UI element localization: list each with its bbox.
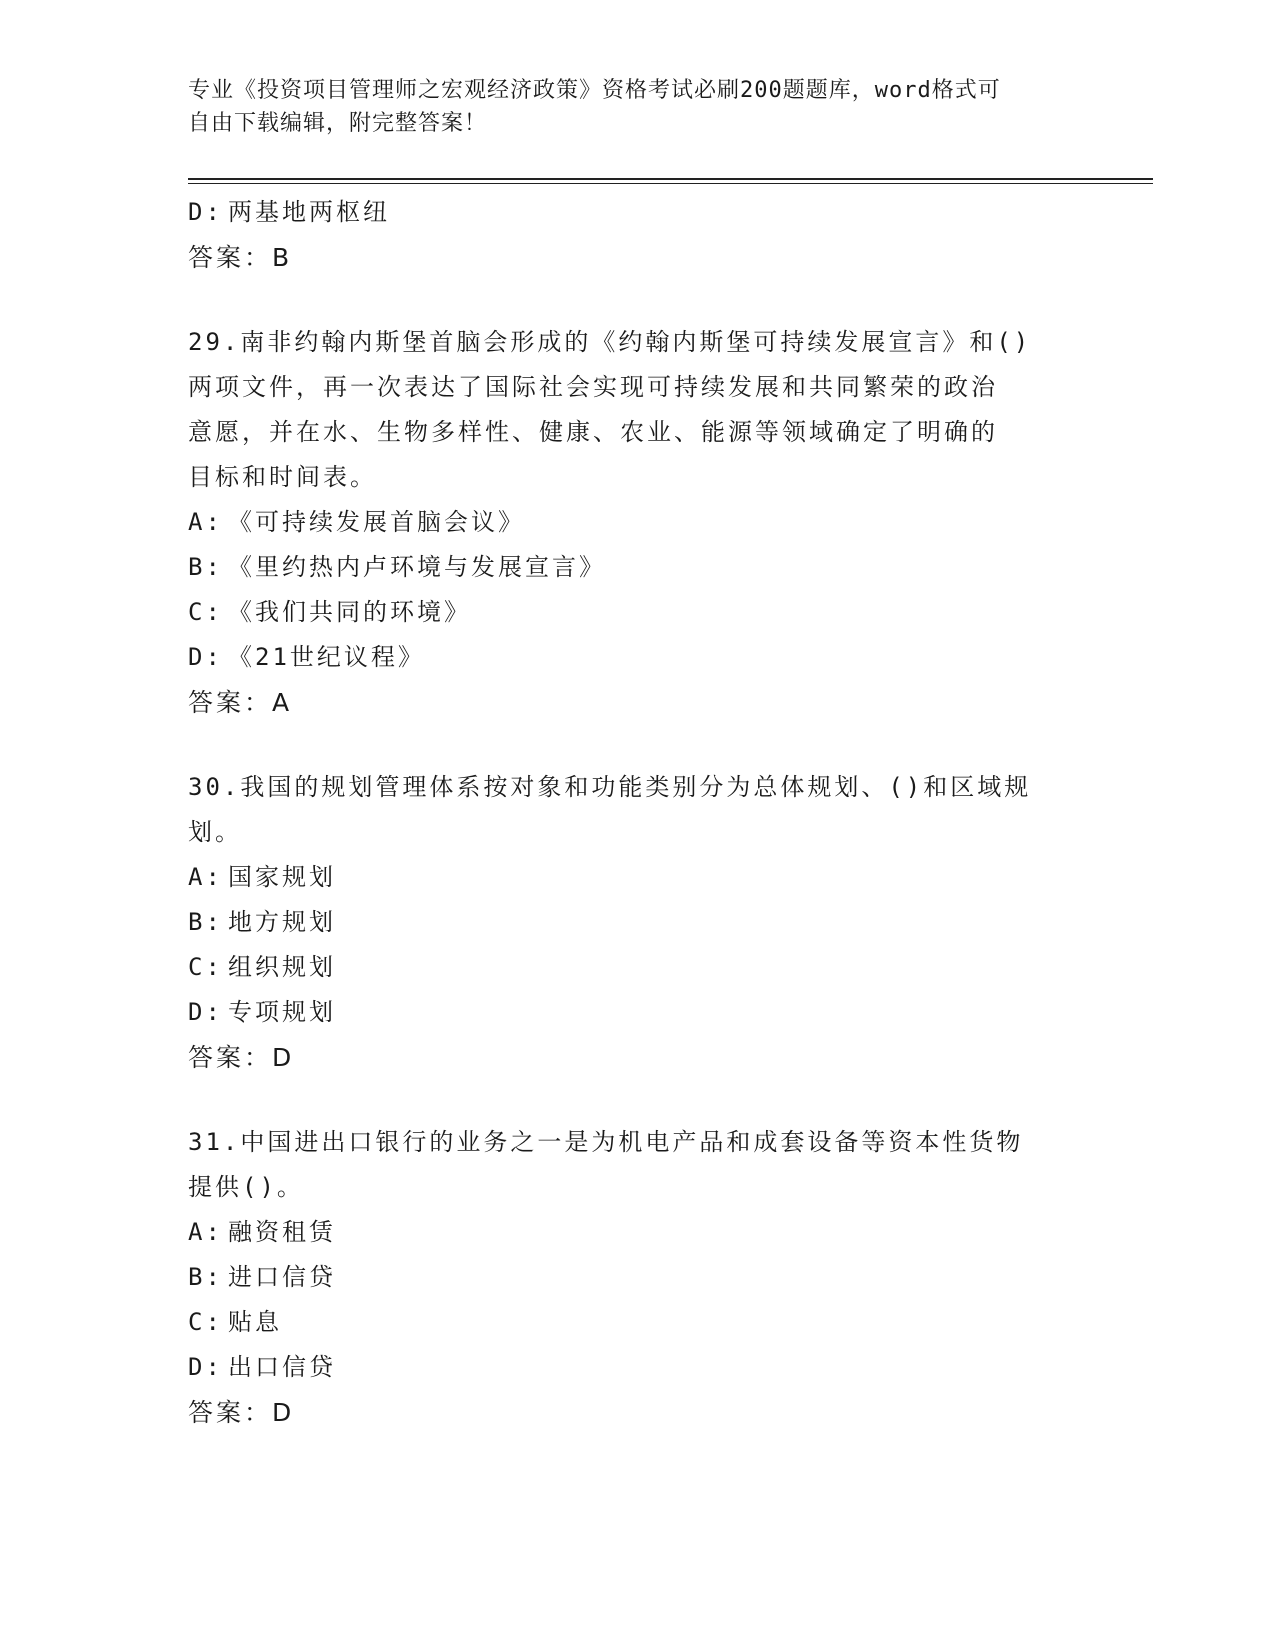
option-key: A: — [188, 863, 223, 891]
question-text-line: 提供()。 — [188, 1173, 304, 1201]
option-text: 地方规划 — [228, 908, 336, 936]
question-29 — [188, 320, 1088, 725]
option-b — [188, 900, 1088, 945]
question-31 — [188, 1120, 1088, 1435]
option-key: D: — [188, 998, 223, 1026]
option-text: 专项规划 — [228, 998, 336, 1026]
answer-line: 答案：D — [188, 1043, 295, 1072]
question-30 — [188, 765, 1088, 1080]
header-line-1: 专业《投资项目管理师之宏观经济政策》资格考试必刷200题题库，word格式可 — [188, 78, 1001, 103]
option-b — [188, 1255, 1088, 1300]
option-key: C: — [188, 953, 223, 981]
header-line-2: 自由下载编辑，附完整答案！ — [188, 111, 488, 136]
option-text: 贴息 — [228, 1308, 282, 1336]
option-text: 《我们共同的环境》 — [228, 598, 471, 626]
option-text: 两基地两枢纽 — [228, 198, 390, 226]
option-c — [188, 945, 1088, 990]
option-text: 融资租赁 — [228, 1218, 336, 1246]
option-key: D: — [188, 198, 223, 226]
option-key: C: — [188, 1308, 223, 1336]
option-a — [188, 500, 1088, 545]
previous-question-tail — [188, 190, 1088, 280]
option-a — [188, 1210, 1088, 1255]
option-c — [188, 1300, 1088, 1345]
option-key: B: — [188, 553, 223, 581]
header-divider-thin — [188, 183, 1153, 184]
option-text: 《21世纪议程》 — [228, 643, 425, 671]
option-d — [188, 1345, 1088, 1390]
option-text: 出口信贷 — [228, 1353, 336, 1381]
question-text-line: 两项文件，再一次表达了国际社会实现可持续发展和共同繁荣的政治 — [188, 373, 998, 401]
option-text: 国家规划 — [228, 863, 336, 891]
document-body — [188, 190, 1088, 1435]
answer-line: 答案：A — [188, 688, 293, 717]
option-key: A: — [188, 1218, 223, 1246]
question-text-line: 29.南非约翰内斯堡首脑会形成的《约翰内斯堡可持续发展宣言》和() — [188, 328, 1032, 356]
option-key: D: — [188, 1353, 223, 1381]
option-text: 《可持续发展首脑会议》 — [228, 508, 525, 536]
question-text-line: 目标和时间表。 — [188, 463, 377, 491]
option-text: 进口信贷 — [228, 1263, 336, 1291]
option-b — [188, 545, 1088, 590]
header-divider-thick — [188, 178, 1153, 180]
option-key: C: — [188, 598, 223, 626]
question-text-line: 31.中国进出口银行的业务之一是为机电产品和成套设备等资本性货物 — [188, 1128, 1024, 1156]
option-text: 组织规划 — [228, 953, 336, 981]
document-header — [188, 74, 1068, 140]
option-d — [188, 635, 1088, 680]
option-a — [188, 855, 1088, 900]
answer-line: 答案：B — [188, 243, 293, 272]
option-d — [188, 190, 1088, 235]
question-text-line: 意愿，并在水、生物多样性、健康、农业、能源等领域确定了明确的 — [188, 418, 998, 446]
option-text: 《里约热内卢环境与发展宣言》 — [228, 553, 606, 581]
option-key: B: — [188, 908, 223, 936]
question-text-line: 30.我国的规划管理体系按对象和功能类别分为总体规划、()和区域规 — [188, 773, 1032, 801]
option-d — [188, 990, 1088, 1035]
option-key: B: — [188, 1263, 223, 1291]
option-key: A: — [188, 508, 223, 536]
answer-line: 答案：D — [188, 1398, 295, 1427]
option-key: D: — [188, 643, 223, 671]
question-text-line: 划。 — [188, 818, 242, 846]
option-c — [188, 590, 1088, 635]
